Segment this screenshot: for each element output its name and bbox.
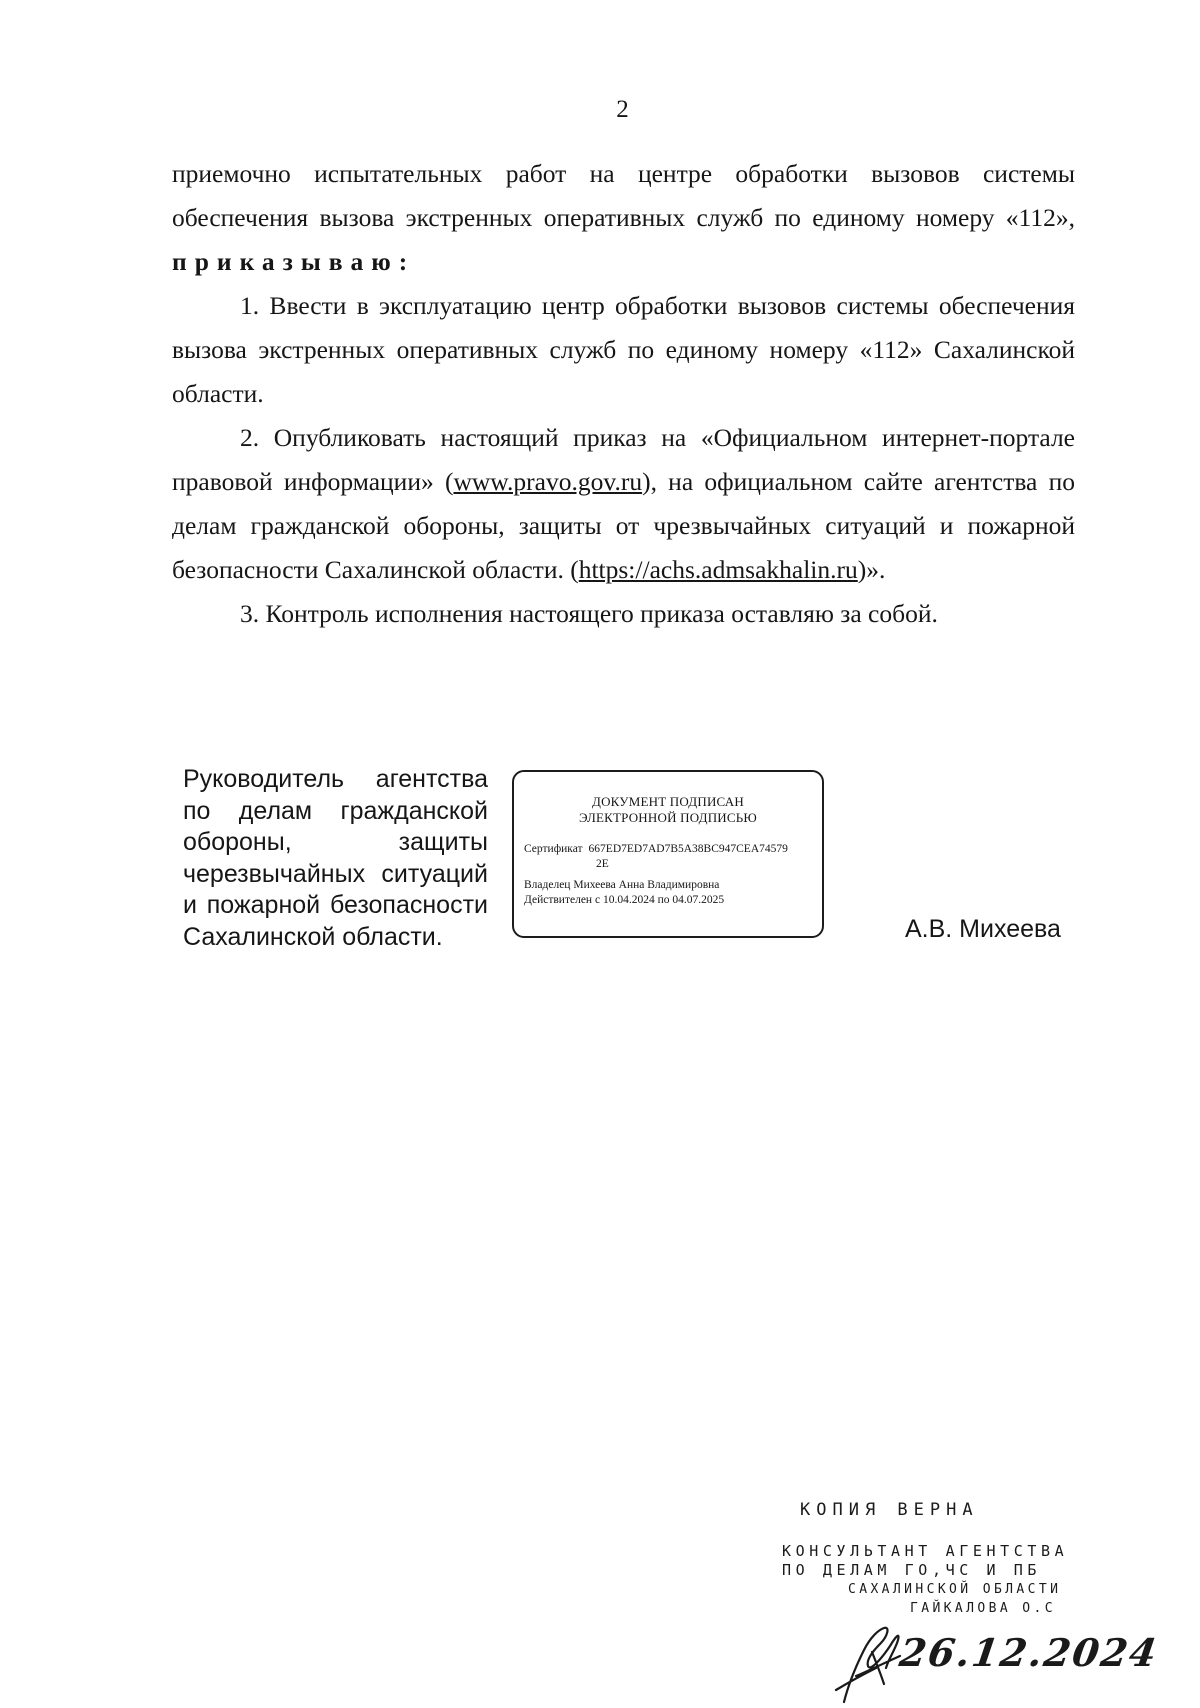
signatory-position: Руководитель агентства по делам гражданской обороны, защиты черезвычайных ситуаций и пожарной безопасности Сахалинской области. [183,765,488,951]
order-item-2-text-b: ), на официальном сайте агентства по делам гражданской обороны, защиты от чрезвычайных ситуаций и пожарной безопасности Сахалинской области. ( [172,467,1076,584]
order-word: приказываю: [172,247,416,276]
order-item-3: 3. Контроль исполнения настоящего приказа оставляю за собой. [240,599,938,628]
stamp-heading-1: ДОКУМЕНТ ПОДПИСАН [592,794,744,809]
e-signature-stamp [512,770,824,938]
copy-date: 26.12.2024 [896,1630,1162,1675]
order-item-2 [172,416,1075,592]
stamp-cert-value-cont: 2E [596,858,609,870]
stamp-owner: Владелец Михеева Анна Владимировна [524,879,720,891]
copy-line-2: ПО ДЕЛАМ ГО,ЧС И ПБ [782,1561,1041,1579]
copy-certification-stamp [782,1500,1102,1618]
stamp-cert-label: Сертификат [524,843,583,855]
signatory-name: А.В. Михеева [905,915,1061,943]
copy-line-4: ГАЙКАЛОВА О.С [910,1601,1056,1616]
intro-paragraph [172,152,1075,284]
document-body [172,152,1075,636]
copy-title: КОПИЯ ВЕРНА [800,1500,979,1520]
stamp-validity: Действителен с 10.04.2024 по 04.07.2025 [524,894,725,906]
copy-line-1: КОНСУЛЬТАНТ АГЕНТСТВА [782,1542,1069,1560]
order-item-2-text-c: )». [857,555,886,584]
pravo-link[interactable]: www.pravo.gov.ru [453,467,643,496]
page-number: 2 [616,96,629,123]
stamp-certificate [514,842,822,857]
stamp-cert-value: 667ED7ED7AD7B5A38BC947CEA74579 [588,843,788,855]
order-item-2-text-a: 2. Опубликовать настоящий приказ на «Официальном интернет-портале правовой информации» ( [172,423,1075,496]
order-item-1: 1. Ввести в эксплуатацию центр обработки вызовов системы обеспечения вызова экстренных оперативных служб по единому номеру «112» Сахалинской области. [172,291,1075,408]
achs-link[interactable]: https://achs.admsakhalin.ru [578,555,858,584]
copy-line-3: САХАЛИНСКОЙ ОБЛАСТИ [848,1582,1062,1597]
intro-text: приемочно испытательных работ на центре обработки вызовов системы обеспечения вызова экстренных оперативных служб по единому номеру «112», [172,159,1075,232]
stamp-heading-2: ЭЛЕКТРОННОЙ ПОДПИСЬЮ [579,810,757,825]
